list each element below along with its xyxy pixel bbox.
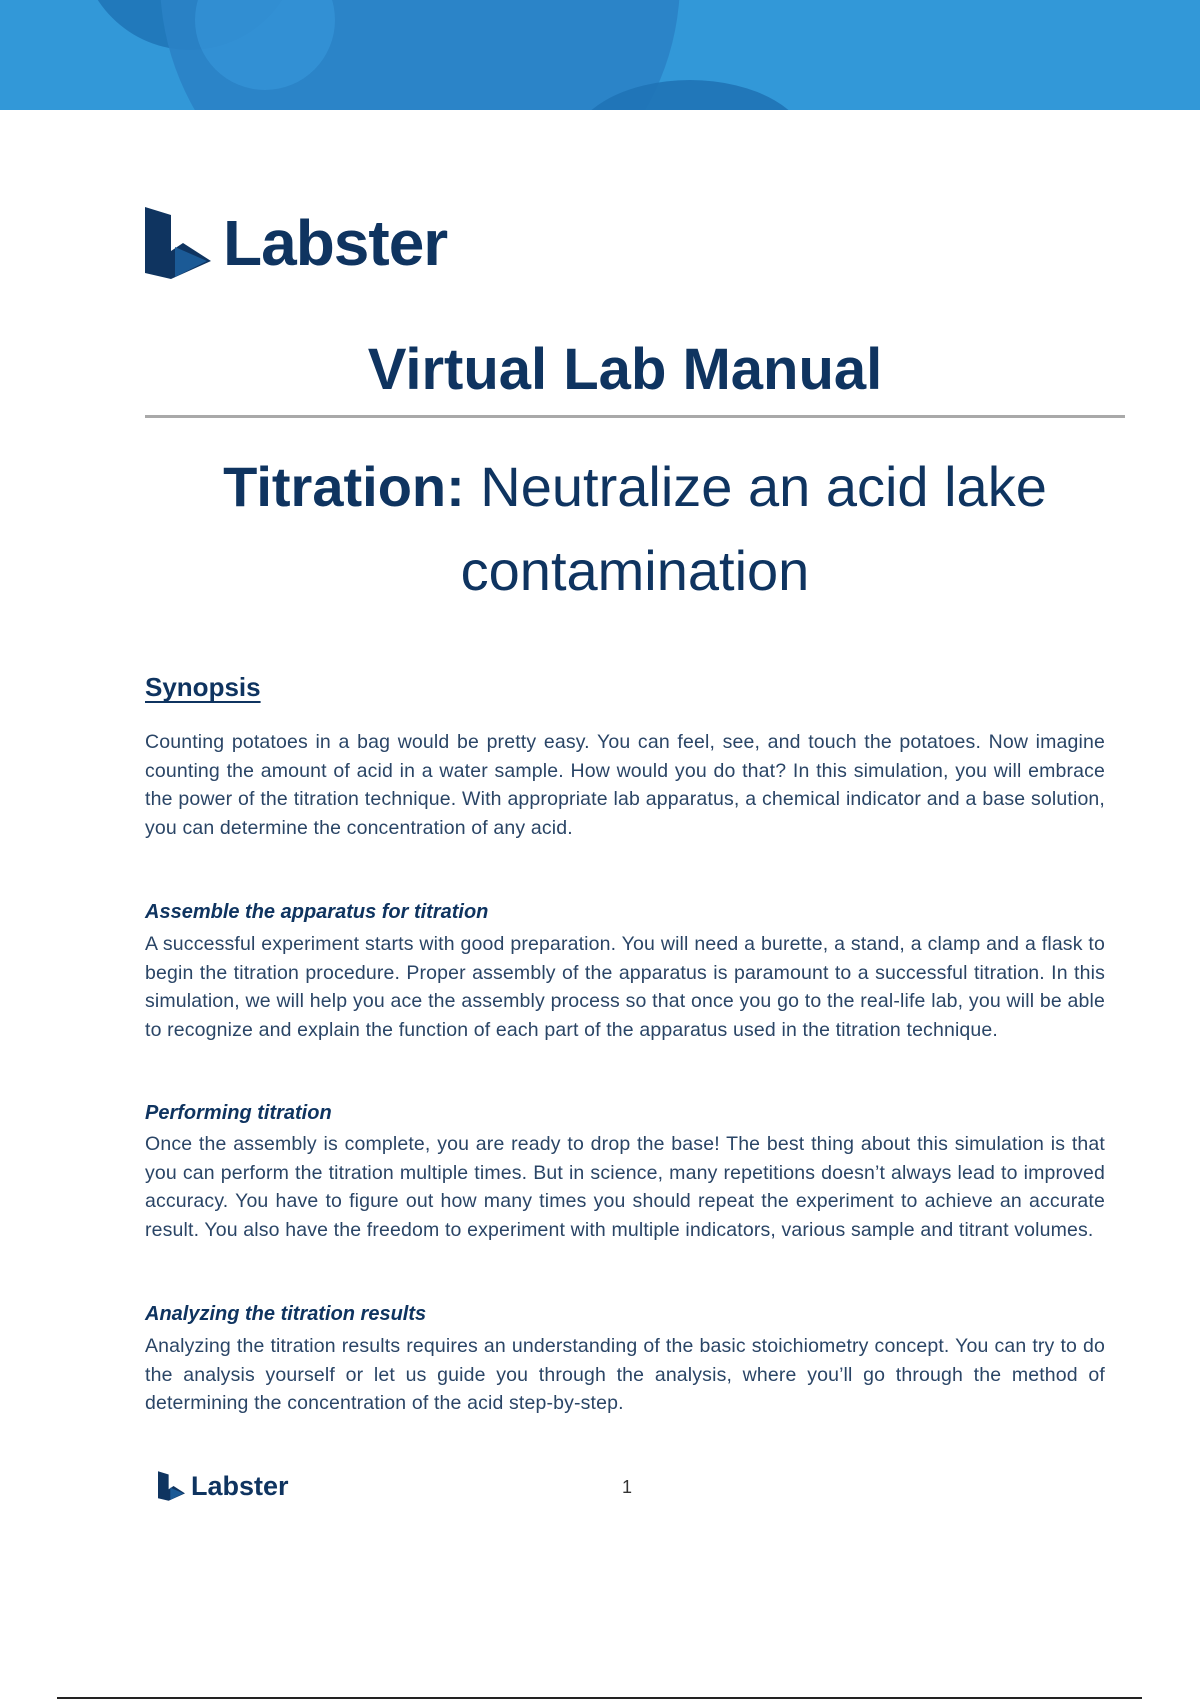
footer-logo-icon: [158, 1471, 185, 1501]
section-body-performing: Once the assembly is complete, you are ready to drop the base! The best thing about this simulation is that you can perform the titration multiple times. But in science, many repetitions doesn’t always lead to improved accuracy. You have to figure out how many times you should repeat the experiment to achieve an accurate result. You also have the freedom to experiment with multiple indicators, various sample and titrant volumes.: [145, 1133, 1105, 1241]
labster-logo: [145, 205, 447, 280]
footer-logo: [158, 1470, 289, 1502]
section-heading-assemble: Assemble the apparatus for titration: [145, 901, 489, 923]
document-title: [145, 445, 1125, 613]
header-banner: [0, 0, 1200, 110]
document-title-rest: Neutralize an acid lake contamination: [460, 455, 1047, 602]
section-heading-analyzing: Analyzing the titration results: [145, 1303, 427, 1325]
labster-logo-icon: [145, 207, 211, 279]
manual-title: Virtual Lab Manual: [367, 337, 883, 402]
divider: [145, 415, 1125, 418]
logo-wordmark: Labster: [223, 206, 448, 279]
document-title-bold: Titration:: [223, 455, 465, 518]
section-heading-performing: Performing titration: [145, 1102, 332, 1124]
banner-decoration: [0, 0, 1200, 110]
bottom-rule: [57, 1697, 1142, 1699]
section-body-analyzing: Analyzing the titration results requires an understanding of the basic stoichiometry concept. You can try to do the analysis yourself or let us guide you through the analysis, where you’ll go through the method of determining the concentration of the acid step-by-step.: [145, 1335, 1105, 1414]
synopsis-heading: Synopsis: [145, 672, 261, 702]
synopsis-paragraph: Counting potatoes in a bag would be pretty easy. You can feel, see, and touch the potatoes. Now imagine counting the amount of acid in a water sample. How would you do that? In this simulation, you will embrace the power of the titration technique. With appropriate lab apparatus, a chemical indicator and a base solution, you can determine the concentration of any acid.: [145, 731, 1105, 839]
section-body-assemble: A successful experiment starts with good preparation. You will need a burette, a stand, a clamp and a flask to begin the titration procedure. Proper assembly of the apparatus is paramount to a successful titration. In this simulation, we will help you ace the assembly process so that once you go to the real-life lab, you will be able to recognize and explain the function of each part of the apparatus used in the titration technique.: [145, 933, 1105, 1041]
page-number: 1: [622, 1477, 633, 1497]
footer-logo-wordmark: Labster: [191, 1471, 289, 1501]
